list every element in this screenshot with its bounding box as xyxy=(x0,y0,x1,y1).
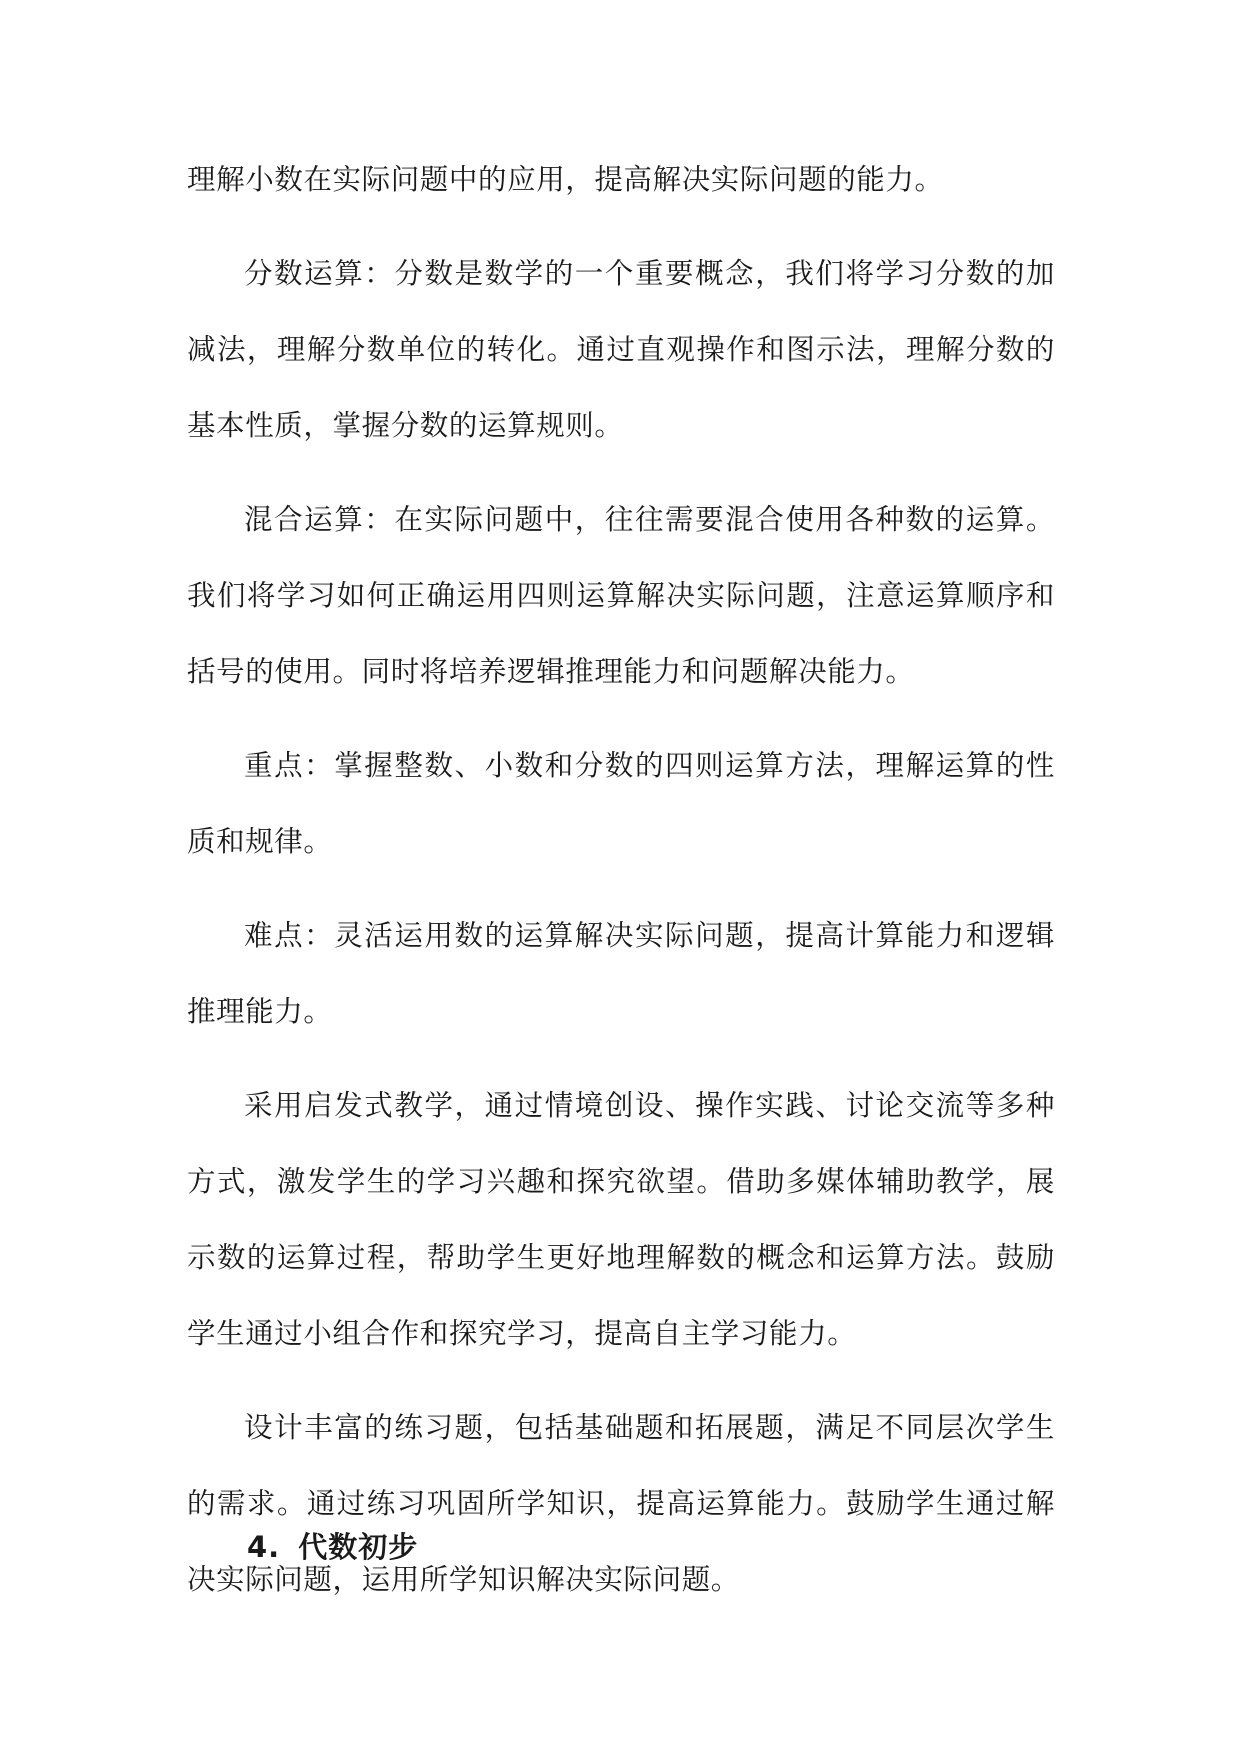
paragraph-teaching-methods: 采用启发式教学，通过情境创设、操作实践、讨论交流等多种方式，激发学生的学习兴趣和探究欲望。借助多媒体辅助教学，展示数的运算过程，帮助学生更好地理解数的概念和运算方法。鼓励学生通过小组合作和探究学习，提高自主学习能力。 xyxy=(187,1089,1055,1350)
document-body xyxy=(187,142,1055,1636)
paragraph-difficulties: 难点：灵活运用数的运算解决实际问题，提高计算能力和逻辑推理能力。 xyxy=(187,919,1055,1028)
section-number: 4. xyxy=(247,1530,281,1564)
section-title: 代数初步 xyxy=(298,1530,419,1564)
paragraph-key-points: 重点：掌握整数、小数和分数的四则运算方法，理解运算的性质和规律。 xyxy=(187,749,1055,858)
paragraph-mixed-operations: 混合运算：在实际问题中，往往需要混合使用各种数的运算。我们将学习如何正确运用四则运算解决实际问题，注意运算顺序和括号的使用。同时将培养逻辑推理能力和问题解决能力。 xyxy=(187,503,1055,688)
section-heading xyxy=(247,1527,418,1567)
paragraph-fraction-operations: 分数运算：分数是数学的一个重要概念，我们将学习分数的加减法，理解分数单位的转化。通过直观操作和图示法，理解分数的基本性质，掌握分数的运算规则。 xyxy=(187,257,1055,442)
paragraph-decimal-application: 理解小数在实际问题中的应用，提高解决实际问题的能力。 xyxy=(187,163,944,196)
paragraph-exercise-design: 设计丰富的练习题，包括基础题和拓展题，满足不同层次学生的需求。通过练习巩固所学知识，提高运算能力。鼓励学生通过解决实际问题，运用所学知识解决实际问题。 xyxy=(187,1411,1055,1596)
